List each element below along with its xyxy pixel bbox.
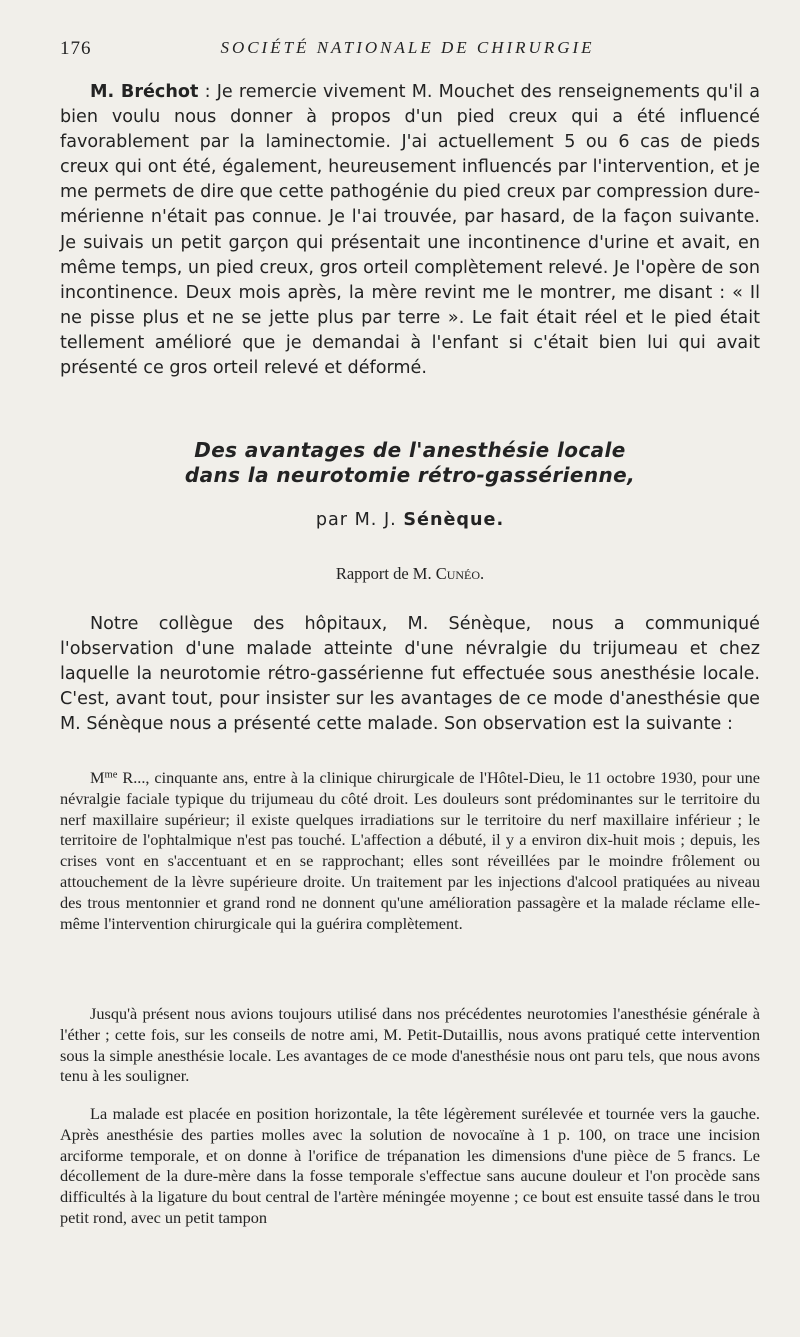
- speaker-name: M. Bréchot: [90, 82, 199, 102]
- title-mme: M: [90, 768, 105, 787]
- report-prefix: Rapport de M.: [335, 564, 436, 583]
- intro-paragraph: Notre collègue des hôpitaux, M. Sénèque, nous a communiqué l'observation d'une malade atteinte d'une névralgie du trijumeau et chez laquelle la neurotomie rétro-gassérienne fut effectuée sous anesthésie locale. C'est, avant tout, pour insister sur les avantages de ce mode d'anesthésie que M. Sénèque nous a présenté cette malade. Son observation est la suivante :: [60, 614, 760, 735]
- article-byline: [60, 510, 760, 530]
- report-line: [60, 564, 760, 584]
- observation-paragraph-2: Jusqu'à présent nous avions toujours utilisé dans nos précédentes neurotomies l'anesthésie générale à l'éther ; cette fois, sur les conseils de notre ami, M. Petit-Dutaillis, nous avons pratiqué cette intervention sous la simple anesthésie locale. Les avantages de ce mode d'anesthésie nous ont paru tels, que nous avons tenu à les souligner.: [60, 1004, 760, 1086]
- article-title-line-1: Des avantages de l'anesthésie locale: [194, 438, 626, 462]
- page-number: 176: [60, 38, 92, 59]
- running-title: SOCIÉTÉ NATIONALE DE CHIRURGIE: [220, 38, 595, 57]
- page-header: [60, 38, 755, 62]
- observation-paragraph-1: [60, 768, 760, 934]
- article-title-line-2: dans la neurotomie rétro-gassérienne,: [184, 463, 636, 487]
- byline-author: Sénèque.: [403, 510, 505, 530]
- observation-paragraph-3: La malade est placée en position horizontale, la tête légèrement surélevée et tournée vers la gauche. Après anesthésie des parties molles avec la solution de novocaïne à 1 p. 100, on trace une incision arciforme temporale, et on donne à l'orifice de trépanation les dimensions d'une pièce de 5 francs. Le décollement de la dure-mère dans la fosse temporale s'effectue sans aucune douleur et l'on procède sans difficultés à la ligature du bout central de l'artère méningée moyenne ; ce bout est ensuite tassé dans le trou petit rond, avec un petit tampon: [60, 1104, 760, 1227]
- title-mme-superscript: me: [104, 769, 118, 781]
- report-author: Cunéo.: [435, 564, 485, 583]
- observation-paragraph-1-text: R..., cinquante ans, entre à la clinique chirurgicale de l'Hôtel-Dieu, le 11 octobre 1930, pour une névralgie faciale typique du trijumeau du côté droit. Les douleurs sont prédominantes sur le territoire du nerf maxillaire supérieur; il existe quelques irradiations sur le territoire du nerf maxillaire inférieur ; le territoire de l'ophtalmique n'est pas touché. L'affection a débuté, il y a environ dix-huit mois ; depuis, les crises vont en s'accentuant et en se rapprochant; elles sont réveillées par le moindre frôlement ou attouchement de la lèvre supérieure droite. Un traitement par les injections d'alcool pratiquées au niveau des trous mentonnier et grand rond ne donnent qu'une amélioration passagère et la malade réclame elle-même l'intervention chirurgicale qui la guérira complètement.: [60, 768, 760, 933]
- opening-paragraph: [60, 80, 760, 381]
- article-title: [60, 438, 760, 488]
- opening-paragraph-text: : Je remercie vivement M. Mouchet des renseignements qu'il a bien voulu nous donner à propos d'un pied creux qui a été influencé favorablement par la laminectomie. J'ai actuellement 5 ou 6 cas de pieds creux qui ont été, également, heureusement influencés par l'intervention, et je me permets de dire que cette pathogénie du pied creux par compression dure-mérienne n'était pas connue. Je l'ai trouvée, par hasard, de la façon suivante. Je suivais un petit garçon qui présentait une incontinence d'urine et avait, en même temps, un pied creux, gros orteil complètement relevé. Je l'opère de son incontinence. Deux mois après, la mère revint me le montrer, me disant : « Il ne pisse plus et ne se jette plus par terre ». Le fait était réel et le pied était tellement amélioré que je demandai à l'enfant si c'était bien lui qui avait présenté ce gros orteil relevé et déformé.: [60, 82, 760, 379]
- byline-prefix: par M. J.: [315, 510, 404, 530]
